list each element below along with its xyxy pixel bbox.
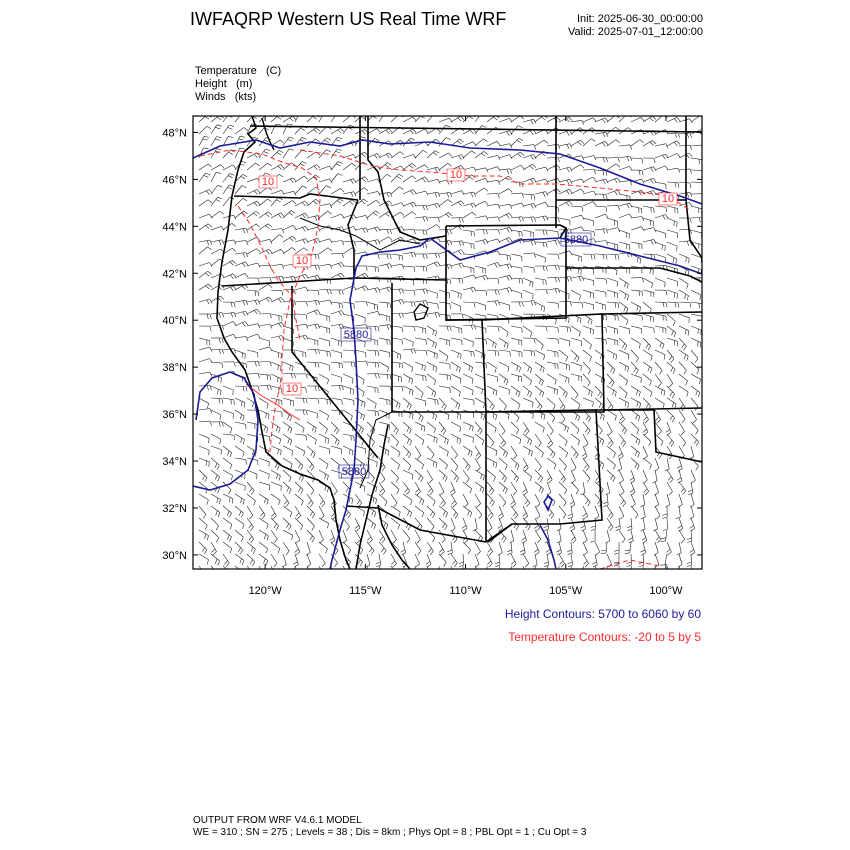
field-name: Temperature xyxy=(195,65,257,77)
wind-barb-feather xyxy=(510,577,514,580)
wind-barb-feather xyxy=(629,577,633,579)
wind-barb-feather xyxy=(337,113,342,115)
wind-barb-feather xyxy=(413,574,417,577)
wind-barb-feather xyxy=(284,576,288,579)
wind-barb-feather xyxy=(483,577,488,578)
wind-barb-feather xyxy=(382,575,385,579)
wind-barb-feather xyxy=(667,576,671,579)
wind-barb-feather xyxy=(482,574,487,575)
wind-barb-feather xyxy=(294,577,298,580)
wind-barb-feather xyxy=(498,577,502,580)
temperature-contours-legend: Temperature Contours: -20 to 5 by 5 xyxy=(508,630,701,644)
wind-barb-feather xyxy=(406,575,409,579)
wind-barb-feather xyxy=(459,577,464,578)
longitude-labels xyxy=(249,585,684,597)
wind-barb-feather xyxy=(300,112,305,113)
wind-barb-feather xyxy=(426,577,430,580)
longitude-label: 105°W xyxy=(549,585,583,597)
latitude-label: 46°N xyxy=(162,174,187,187)
wind-barb-feather xyxy=(436,577,441,579)
wind-barb-feather xyxy=(251,575,254,579)
wind-barb-feather xyxy=(260,573,263,577)
wind-barb-feather xyxy=(324,112,329,113)
latitude-labels xyxy=(162,127,187,561)
wind-barb-feather xyxy=(435,574,440,576)
latitude-label: 48°N xyxy=(162,127,187,140)
latitude-label: 30°N xyxy=(162,549,187,562)
wind-barb-feather xyxy=(332,576,336,579)
latitude-label: 38°N xyxy=(162,362,187,375)
wind-barb-feather xyxy=(553,577,558,578)
wind-barb-feather xyxy=(404,573,407,577)
temp-contour-label: 10 xyxy=(449,169,463,181)
wind-barb-feather xyxy=(359,575,362,579)
wind-barb-feather xyxy=(678,577,682,580)
wind-barb-feather xyxy=(393,572,396,576)
wind-barb-feather xyxy=(365,577,370,579)
wind-barb-feather xyxy=(448,574,453,576)
wind-barb-feather xyxy=(549,576,553,580)
wind-barb-feather xyxy=(639,577,644,579)
wind-barb-feather xyxy=(602,577,607,578)
longitude-label: 100°W xyxy=(649,585,683,597)
wind-barb-feather xyxy=(229,573,231,578)
field-name: Winds xyxy=(195,91,226,103)
longitude-label: 115°W xyxy=(349,585,382,597)
wind-barb-feather xyxy=(262,575,265,579)
wind-barb-feather xyxy=(509,574,513,577)
wind-barb-feather xyxy=(425,574,429,577)
wind-barb-feather xyxy=(385,113,390,114)
wind-barb-feather xyxy=(687,577,692,579)
latitude-label: 32°N xyxy=(162,502,187,515)
temp-contour-label: 10 xyxy=(661,193,675,205)
wind-barb-feather xyxy=(568,577,573,579)
field-unit: (m) xyxy=(235,78,253,90)
plot-title: IWFAQRP Western US Real Time WRF xyxy=(190,9,507,29)
wind-barb-feather xyxy=(395,575,398,579)
height-contour-label: 5880 xyxy=(563,234,589,246)
longitude-label: 110°W xyxy=(449,585,482,597)
temp-contour-label: 10 xyxy=(295,255,309,267)
temp-contour-label: 10 xyxy=(261,176,275,188)
field-name: Height xyxy=(195,78,227,90)
wind-barb-feather xyxy=(654,577,658,580)
init-time: Init: 2025-06-30_00:00:00 xyxy=(577,13,703,25)
longitude-label: 120°W xyxy=(248,585,282,597)
latitude-label: 36°N xyxy=(162,409,187,422)
wind-barb-feather xyxy=(532,574,537,576)
wind-barb-feather xyxy=(482,113,487,115)
height-contour-label: 5880 xyxy=(341,466,367,478)
latitude-label: 42°N xyxy=(162,268,187,281)
wind-barb-feather xyxy=(242,113,247,115)
valid-time: Valid: 2025-07-01_12:00:00 xyxy=(568,26,703,38)
latitude-label: 34°N xyxy=(162,456,187,469)
wind-barb-feather xyxy=(308,576,312,579)
wind-barb-feather xyxy=(230,113,235,115)
wind-barb-feather xyxy=(532,577,537,579)
model-footer: OUTPUT FROM WRF V4.6.1 MODEL xyxy=(193,815,362,826)
wind-barb-feather xyxy=(216,574,219,578)
wind-barb-feather xyxy=(581,574,585,577)
wind-barb-feather xyxy=(345,575,348,579)
wind-barb-feather xyxy=(615,577,620,579)
wind-barb-feather xyxy=(242,573,244,578)
wind-barb-feather xyxy=(593,577,597,579)
wind-barb-feather xyxy=(521,577,525,579)
latitude-label: 40°N xyxy=(162,315,187,328)
field-unit: (C) xyxy=(265,65,282,77)
height-contours-legend: Height Contours: 5700 to 6060 by 60 xyxy=(504,607,701,621)
wind-barb-feather xyxy=(582,577,586,580)
wind-barb-feather xyxy=(202,575,205,579)
wind-barb-feather xyxy=(677,574,681,577)
wind-barb-feather xyxy=(568,574,573,576)
model-parameters: WE = 310 ; SN = 275 ; Levels = 38 ; Dis = 8km ; Phys Opt = 8 ; PBL Opt = 1 ; Cu Opt = 3 xyxy=(193,827,587,838)
wind-barb-feather xyxy=(273,576,277,579)
wind-barb-feather xyxy=(687,574,692,576)
wind-barb-feather xyxy=(615,574,620,576)
wind-barb-feather xyxy=(321,576,325,580)
wind-barb-feather xyxy=(478,575,481,579)
wind-barb-feather xyxy=(449,577,454,579)
height-contour-label: 5880 xyxy=(343,329,369,341)
wind-barb-feather xyxy=(271,573,275,576)
wind-barb-feather xyxy=(458,574,463,575)
wind-barb-feather xyxy=(653,574,657,577)
field-unit: (kts) xyxy=(234,91,257,103)
wind-barb-feather xyxy=(414,577,418,580)
temp-contour-label: 10 xyxy=(285,383,299,395)
latitude-label: 44°N xyxy=(162,221,187,234)
wind-barb-feather xyxy=(293,574,297,577)
wind-barb-feather xyxy=(307,573,311,576)
